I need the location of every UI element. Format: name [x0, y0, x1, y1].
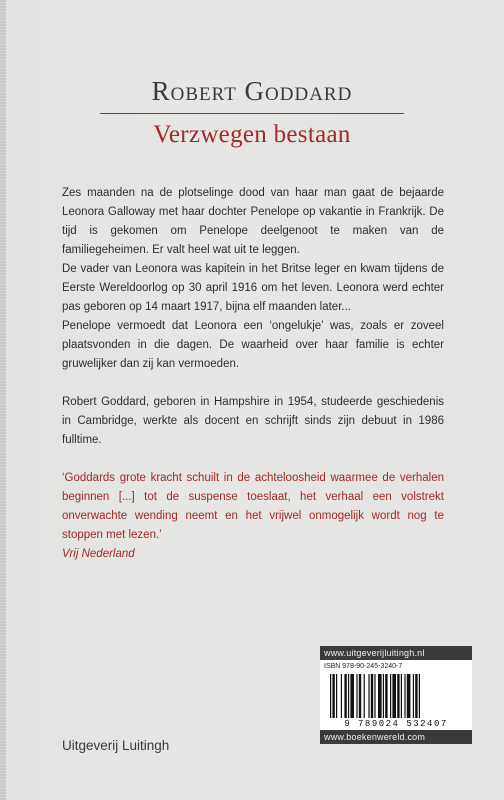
review-quote: ‘Goddards grote kracht schuilt in de achteloosheid waarmee de verhalen beginnen [...] tot de suspense toeslaat, het verhaal een volstrekt onverwachte wending neemt en het vrijwel onmogelijk wordt nog te stoppen met lezen.’ — [62, 472, 444, 541]
author-name: Robert Goddard — [151, 76, 353, 106]
barcode-bar — [407, 674, 411, 718]
barcode-bar — [371, 674, 373, 718]
barcode — [320, 672, 472, 730]
barcode-bar — [419, 674, 420, 718]
isbn-block — [320, 646, 472, 744]
book-title: Verzwegen bestaan — [153, 121, 351, 148]
barcode-bar — [385, 674, 387, 718]
barcode-bar — [359, 674, 361, 718]
barcode-bar — [368, 674, 369, 718]
barcode-number: 9 789024 532407 — [324, 719, 468, 729]
barcode-bar — [344, 674, 346, 718]
blurb-paragraph: De vader van Leonora was kapitein in het Britse leger en kwam tijdens de Eerste Wereldoorlog op 30 april 1916 om het leven. Leonora werd echter pas geboren op 14 maart 1917, bijna elf maanden later... — [62, 263, 444, 313]
barcode-bar — [341, 674, 342, 718]
isbn-text: ISBN 978-90-245-3240-7 — [320, 660, 472, 672]
barcode-bar — [401, 674, 402, 718]
barcode-icon — [324, 674, 468, 718]
barcode-bar — [374, 674, 375, 718]
barcode-bar — [397, 674, 399, 718]
review-source: Vrij Nederland — [62, 548, 135, 560]
barcode-bar — [356, 674, 357, 718]
blurb — [62, 184, 444, 564]
barcode-bar — [364, 674, 365, 718]
barcode-bar — [383, 674, 384, 718]
barcode-bar — [348, 674, 349, 718]
barcode-bar — [415, 674, 417, 718]
barcode-bar — [392, 674, 396, 718]
barcode-bar — [413, 674, 414, 718]
barcode-bar — [336, 674, 337, 718]
blurb-paragraph: Penelope vermoedt dat Leonora een ‘ongelukje’ was, zoals er zoveel plaatsvonden in die dagen. De waarheid over haar familie is echter gruwelijker dan zij kan vermoeden. — [62, 320, 444, 370]
barcode-bar — [390, 674, 391, 718]
barcode-bar — [350, 674, 354, 718]
barcode-bar — [378, 674, 382, 718]
blurb-paragraph: Zes maanden na de plotselinge dood van haar man gaat de bejaarde Leonora Galloway met haar dochter Penelope op vakantie in Frankrijk. De tijd is gekomen om Penelope deelgenoot te maken van de familiegeheimen. Er valt heel wat uit te leggen. — [62, 187, 444, 256]
barcode-bar — [330, 674, 331, 718]
author-bio: Robert Goddard, geboren in Hampshire in 1954, studeerde geschiedenis in Cambridge, werkte als docent en schrijft sinds zijn debuut in 1986 fulltime. — [62, 396, 444, 446]
barcode-bar — [332, 674, 334, 718]
bookshop-url: www.boekenwereld.com — [320, 730, 472, 744]
publisher-name: Uitgeverij Luitingh — [62, 738, 170, 753]
barcode-bar — [404, 674, 405, 718]
publisher-url: www.uitgeverijluitingh.nl — [320, 646, 472, 660]
title-divider — [100, 113, 404, 114]
